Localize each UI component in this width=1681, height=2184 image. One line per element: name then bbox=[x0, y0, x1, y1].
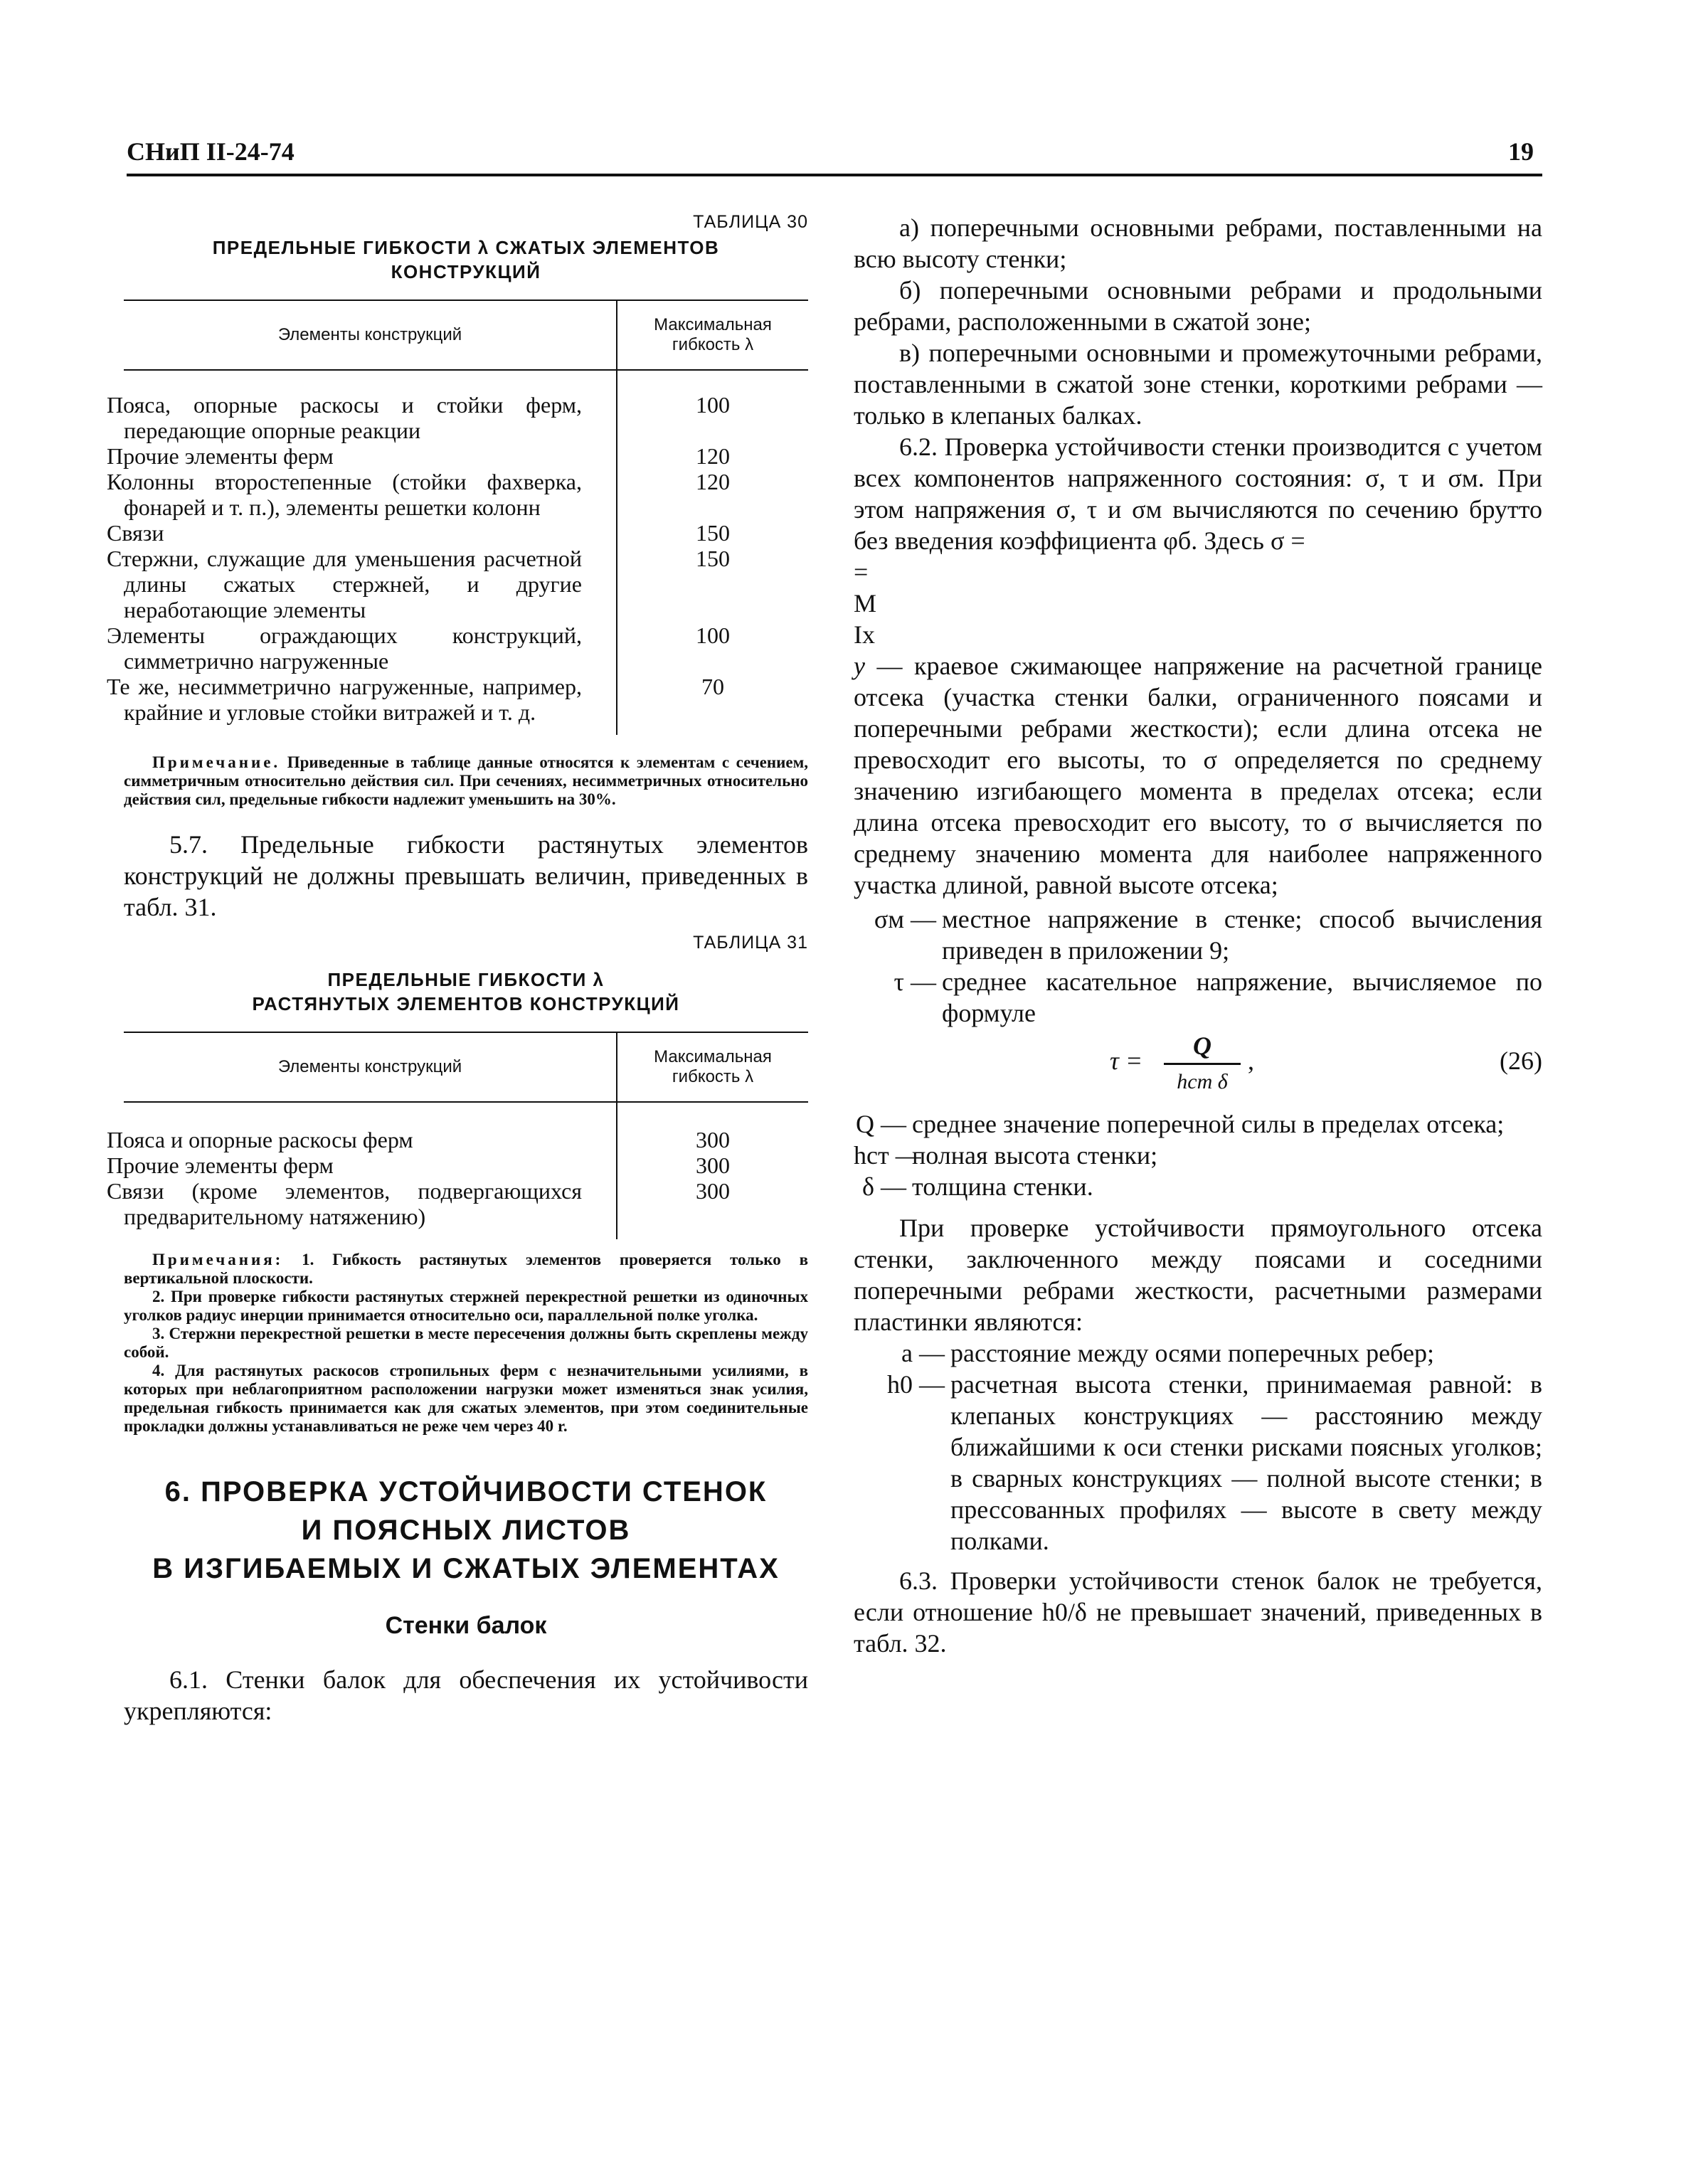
table30-row5-name: Стержни, служащие для уменьшения расчетной длины сжатых стержней, и другие неработающие элементы bbox=[124, 546, 617, 622]
table30-row3-name: Колонны второстепенные (стойки фахверка, фонарей и т. п.), элементы решетки колонн bbox=[124, 469, 617, 520]
table30-row2-name: Прочие элементы ферм bbox=[124, 443, 617, 469]
table30-row6-value: 100 bbox=[696, 622, 730, 648]
table31 bbox=[107, 1032, 808, 1239]
table31-header-row bbox=[124, 1032, 808, 1102]
paragraph-6-2-continued bbox=[854, 556, 1542, 588]
fraction-numerator: M bbox=[854, 589, 877, 617]
def-a-desc: расстояние между осями поперечных ребер; bbox=[950, 1339, 1434, 1367]
def-h0-term: h0 — bbox=[887, 1370, 945, 1399]
table30 bbox=[107, 299, 808, 735]
subsection-title: Стенки балок bbox=[385, 1612, 547, 1639]
table31-row2-value: 300 bbox=[696, 1152, 730, 1178]
def-delta bbox=[854, 1171, 1542, 1202]
paragraph-6-3-text: 6.3. Проверки устойчивости стенок балок не требуется, если отношение h0/δ не превышает значений, приведенных в табл. 32. bbox=[854, 1567, 1542, 1658]
table-row bbox=[124, 546, 808, 622]
def-Q-term: Q — bbox=[856, 1110, 906, 1138]
table30-title-line2: КОНСТРУКЦИЙ bbox=[391, 261, 541, 282]
section-6-title bbox=[124, 1473, 808, 1588]
def-a bbox=[854, 1337, 1542, 1369]
table30-note bbox=[124, 753, 808, 809]
table30-row1-value: 100 bbox=[696, 392, 730, 418]
table30-title bbox=[124, 235, 808, 284]
table30-note-text: Приведенные в таблице данные относятся к элементам с сечением, симметричным относительно действия сил. При сечениях, несимметричных относительно действия сил, предельные гибкости надлежит уменьшить на 30%. bbox=[124, 753, 809, 808]
item-c: в) поперечными основными и промежуточными ребрами, поставленными в сжатой зоне стенки, короткими ребрами — только в клепаных балках. bbox=[854, 339, 1542, 430]
table-row bbox=[124, 1152, 808, 1178]
table30-row3-value: 120 bbox=[696, 469, 730, 494]
table-row bbox=[124, 1178, 808, 1239]
table31-note3: 3. Стержни перекрестной решетки в месте пересечения должны быть скреплены между собой. bbox=[124, 1325, 808, 1361]
paragraph-5-7 bbox=[124, 829, 808, 923]
table30-caption: ТАБЛИЦА 30 bbox=[693, 212, 808, 232]
table31-notes-label: Примечания: bbox=[152, 1251, 284, 1268]
def-h-st bbox=[854, 1140, 1542, 1171]
paragraph-6-2: 6.2. Проверка устойчивости стенки производится с учетом всех компонентов напряженного состояния: σ, τ и σм. При этом напряжения σ, τ и σм вычисляются по сечению брутто без введения коэффициента φб. Здесь σ = bbox=[854, 433, 1542, 555]
formula-numerator: Q bbox=[1193, 1032, 1211, 1060]
table31-row3-name: Связи (кроме элементов, подвергающихся предварительному натяжению) bbox=[124, 1178, 617, 1239]
def-tau-desc: среднее касательное напряжение, вычисляемое по формуле bbox=[942, 968, 1542, 1027]
y-variable: y bbox=[854, 652, 865, 680]
paragraph-5-7-text: 5.7. Предельные гибкости растянутых элементов конструкций не должны превышать величин, приведенных в табл. 31. bbox=[124, 830, 808, 921]
def-a-term: a — bbox=[901, 1339, 945, 1367]
formula-fraction-bar bbox=[1164, 1063, 1241, 1065]
paragraph-6-1-text: 6.1. Стенки балок для обеспечения их устойчивости укрепляются: bbox=[124, 1665, 808, 1725]
table31-row3-value: 300 bbox=[696, 1178, 730, 1204]
table30-row4-name: Связи bbox=[124, 520, 617, 546]
table-row bbox=[124, 469, 808, 520]
table30-row5-value: 150 bbox=[696, 546, 730, 571]
table31-row1-name: Пояса и опорные раскосы ферм bbox=[124, 1102, 617, 1152]
def-h-st-desc: полная высота стенки; bbox=[912, 1141, 1158, 1170]
paragraph-6-3 bbox=[854, 1565, 1542, 1659]
table31-title-line1: ПРЕДЕЛЬНЫЕ ГИБКОСТИ λ bbox=[327, 969, 605, 990]
def-tau bbox=[854, 966, 1542, 1029]
item-b: б) поперечными основными ребрами и продольными ребрами, расположенными в сжатой зоне; bbox=[854, 276, 1542, 336]
table31-title bbox=[124, 968, 808, 1016]
def-sigma-m-term: σм — bbox=[874, 905, 936, 933]
formula-comma: , bbox=[1248, 1046, 1254, 1075]
table31-col1-header: Элементы конструкций bbox=[124, 1032, 617, 1102]
paragraph-6-2-body: — краевое сжимающее напряжение на расчетной границе отсека (участка стенки балки, ограниченного поясами и поперечными ребрами жесткости); если длина отсека не превосходит его высоты, то σ определяется по среднему значению изгибающего момента в пределах отсека; если длина отсека превосходит его высоту, то σ вычисляется по среднему значению момента для наиболее напряженного участка длиной, равной высоте отсека; bbox=[854, 652, 1542, 899]
def-delta-term: δ — bbox=[862, 1172, 906, 1201]
definitions-1 bbox=[854, 903, 1542, 1029]
table30-row2-value: 120 bbox=[696, 443, 730, 469]
table-row bbox=[124, 443, 808, 469]
table31-note1: 1. Гибкость растянутых элементов проверяется только в вертикальной плоскости. bbox=[124, 1251, 808, 1287]
formula-denominator: hст δ bbox=[1177, 1070, 1228, 1093]
fraction-denominator: Ix bbox=[854, 620, 875, 649]
table31-col2-header: Максимальная гибкость λ bbox=[617, 1032, 808, 1102]
definitions-2 bbox=[854, 1108, 1542, 1202]
table31-note2: 2. При проверке гибкости растянутых стержней перекрестной решетки из одиночных уголков радиус инерции принимается относительно оси, параллельной полке уголка. bbox=[124, 1288, 808, 1324]
table31-row1-value: 300 bbox=[696, 1127, 730, 1152]
table-row bbox=[124, 1102, 808, 1152]
table30-header-row bbox=[124, 300, 808, 370]
table30-note-label: Примечание. bbox=[152, 753, 281, 771]
table31-title-line2: РАСТЯНУТЫХ ЭЛЕМЕНТОВ КОНСТРУКЦИЙ bbox=[252, 993, 680, 1014]
table31-row2-name: Прочие элементы ферм bbox=[124, 1152, 617, 1178]
table30-row6-name: Элементы ограждающих конструкций, симметрично нагруженные bbox=[124, 622, 617, 674]
table-row bbox=[124, 674, 808, 735]
table-row bbox=[124, 622, 808, 674]
page-number: 19 bbox=[1508, 137, 1534, 166]
formula-26 bbox=[854, 1029, 1542, 1108]
header-rule bbox=[127, 174, 1542, 176]
def-h-st-term: hст — bbox=[854, 1141, 921, 1170]
document-code: СНиП II-24-74 bbox=[127, 137, 295, 166]
table31-caption: ТАБЛИЦА 31 bbox=[693, 933, 808, 953]
table31-notes bbox=[124, 1251, 808, 1436]
formula-number: (26) bbox=[1500, 1046, 1542, 1075]
def-h0-desc: расчетная высота стенки, принимаемая равной: в клепаных конструкциях — расстоянию между ближайшими к оси стенки рисками поясных уголков; в сварных конструкциях — полной высоте стенки; в прессованных профилях — высоте в свету между полками. bbox=[950, 1370, 1542, 1555]
def-Q bbox=[854, 1108, 1542, 1140]
section-6-title-line2: И ПОЯСНЫХ ЛИСТОВ bbox=[301, 1515, 631, 1546]
table30-row4-value: 150 bbox=[696, 520, 730, 546]
table30-col1-header: Элементы конструкций bbox=[124, 300, 617, 370]
table-row bbox=[124, 370, 808, 443]
def-Q-desc: среднее значение поперечной силы в пределах отсека; bbox=[912, 1110, 1505, 1138]
table31-note4: 4. Для растянутых раскосов стропильных ферм с незначительными усилиями, в которых при неблагоприятном расположении нагрузки может изменяться знак усилия, предельная гибкость принимается как для сжатых элементов, при этом соединительные прокладки должны устанавливаться не реже чем через 40 r. bbox=[124, 1362, 808, 1435]
def-h0 bbox=[854, 1369, 1542, 1557]
def-sigma-m-desc: местное напряжение в стенке; способ вычисления приведен в приложении 9; bbox=[942, 905, 1542, 965]
def-delta-desc: толщина стенки. bbox=[912, 1172, 1093, 1201]
formula-lhs: τ = bbox=[1110, 1046, 1143, 1075]
table-row bbox=[124, 520, 808, 546]
formula-fraction bbox=[1160, 1032, 1245, 1096]
table30-col2-header: Максимальная гибкость λ bbox=[617, 300, 808, 370]
paragraph-check bbox=[854, 1212, 1542, 1337]
table30-row1-name: Пояса, опорные раскосы и стойки ферм, передающие опорные реакции bbox=[124, 370, 617, 443]
table30-title-line1: ПРЕДЕЛЬНЫЕ ГИБКОСТИ λ СЖАТЫХ ЭЛЕМЕНТОВ bbox=[212, 237, 720, 258]
paragraph-6-1 bbox=[124, 1664, 808, 1727]
equals-sign: = bbox=[854, 558, 869, 586]
def-tau-term: τ — bbox=[893, 968, 936, 996]
reinforcement-list bbox=[854, 212, 1542, 901]
left-column bbox=[107, 212, 809, 1727]
paragraph-check-text: При проверке устойчивости прямоугольного отсека стенки, заключенного между поясами и соседними поперечными ребрами жесткости, расчетными размерами пластинки являются: bbox=[854, 1214, 1542, 1336]
table30-row7-value: 70 bbox=[701, 674, 724, 699]
right-column bbox=[854, 212, 1542, 1659]
section-6-title-line3: В ИЗГИБАЕМЫХ И СЖАТЫХ ЭЛЕМЕНТАХ bbox=[152, 1553, 780, 1584]
section-6-title-line1: 6. ПРОВЕРКА УСТОЙЧИВОСТИ СТЕНОК bbox=[164, 1476, 768, 1507]
definitions-3 bbox=[854, 1337, 1542, 1557]
item-a: а) поперечными основными ребрами, поставленными на всю высоту стенки; bbox=[854, 213, 1542, 273]
def-sigma-m bbox=[854, 903, 1542, 966]
table30-row7-name: Те же, несимметрично нагруженные, например, крайние и угловые стойки витражей и т. д. bbox=[124, 674, 617, 735]
